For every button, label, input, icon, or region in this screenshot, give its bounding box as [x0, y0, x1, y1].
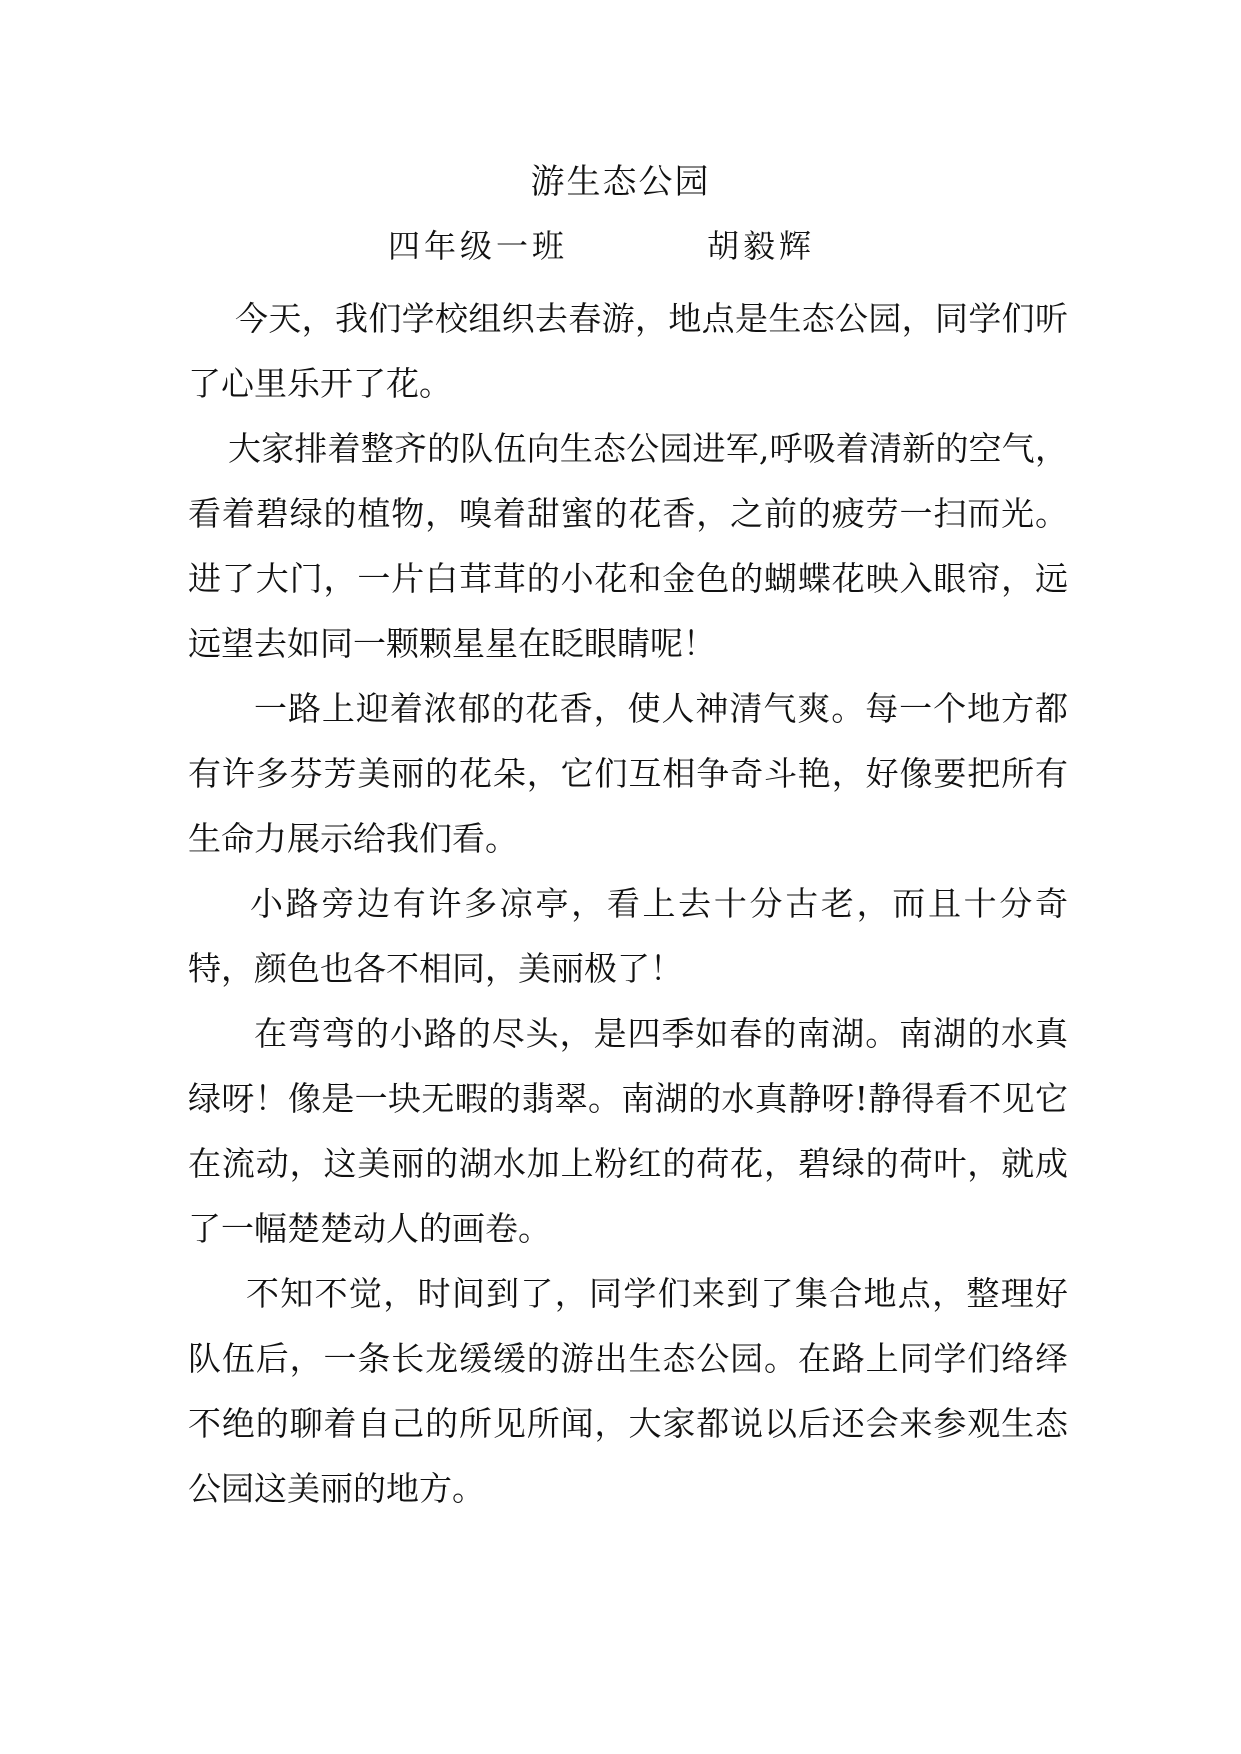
paragraph-4: 小路旁边有许多凉亭，看上去十分古老，而且十分奇特，颜色也各不相同，美丽极了！ — [188, 884, 1068, 988]
paragraph-3: 一路上迎着浓郁的花香，使人神清气爽。每一个地方都有许多芬芳美丽的花朵，它们互相争奇斗艳，好像要把所有生命力展示给我们看。 — [188, 689, 1068, 858]
author-name: 胡毅辉 — [707, 227, 816, 265]
paragraph-1: 今天，我们学校组织去春游，地点是生态公园，同学们听了心里乐开了花。 — [188, 299, 1068, 403]
paragraph-5: 在弯弯的小路的尽头，是四季如春的南湖。南湖的水真绿呀！像是一块无暇的翡翠。南湖的水真静呀!静得看不见它在流动，这美丽的湖水加上粉红的荷花，碧绿的荷叶，就成了一幅楚楚动人的画卷。 — [188, 1014, 1068, 1248]
essay-body — [188, 286, 1068, 1521]
paragraph-6: 不知不觉，时间到了，同学们来到了集合地点，整理好队伍后，一条长龙缓缓的游出生态公园。在路上同学们络绎不绝的聊着自己的所见所闻，大家都说以后还会来参观生态公园这美丽的地方。 — [188, 1274, 1068, 1508]
class-name: 四年级一班 — [388, 227, 569, 265]
paragraph-2: 大家排着整齐的队伍向生态公园进军,呼吸着清新的空气，看着碧绿的植物，嗅着甜蜜的花香，之前的疲劳一扫而光。进了大门，一片白茸茸的小花和金色的蝴蝶花映入眼帘，远远望去如同一颗颗星星在眨眼睛呢！ — [188, 429, 1068, 663]
essay-title: 游生态公园 — [530, 162, 711, 202]
